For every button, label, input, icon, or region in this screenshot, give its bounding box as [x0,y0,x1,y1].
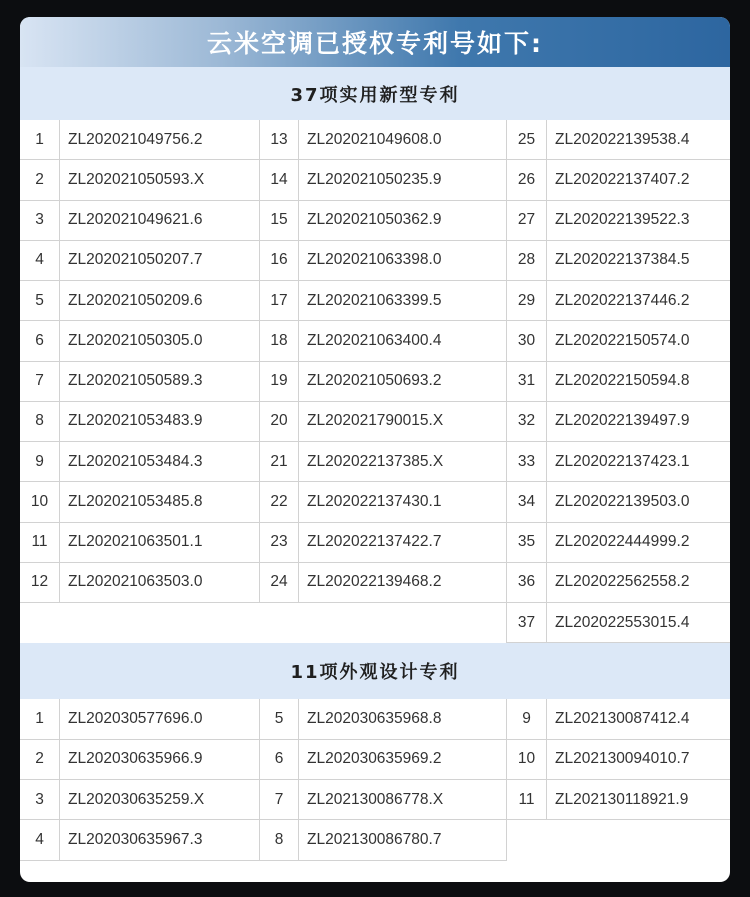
patent-index: 24 [260,563,299,603]
patent-number: ZL202130087412.4 [547,699,730,739]
patent-index: 21 [260,442,299,482]
design-heading: 11项外观设计专利 [20,643,730,699]
patent-index: 23 [260,523,299,563]
patent-number: ZL202021049621.6 [60,201,260,241]
header-banner [20,17,730,67]
patent-number: ZL202021053484.3 [60,442,260,482]
empty-cell [507,820,547,860]
patent-index: 13 [260,120,299,160]
patent-index: 27 [507,201,547,241]
patent-index: 2 [20,160,60,200]
patent-number: ZL202030577696.0 [60,699,260,739]
patent-number: ZL202021050207.7 [60,241,260,281]
patent-number: ZL202022444999.2 [547,523,730,563]
patent-index: 9 [507,699,547,739]
patent-number: ZL202021050209.6 [60,281,260,321]
patent-index: 1 [20,120,60,160]
patent-index: 6 [20,321,60,361]
patent-number: ZL202022553015.4 [547,603,730,643]
patent-index: 4 [20,820,60,860]
patent-number: ZL202021049756.2 [60,120,260,160]
patent-index: 1 [20,699,60,739]
patent-index: 3 [20,780,60,820]
patent-index: 11 [20,523,60,563]
patent-index: 10 [507,740,547,780]
patent-index: 14 [260,160,299,200]
patent-index: 7 [20,362,60,402]
patent-number: ZL202022137446.2 [547,281,730,321]
patent-number: ZL202130086780.7 [299,820,507,860]
patent-index: 15 [260,201,299,241]
patent-index: 26 [507,160,547,200]
patent-number: ZL202030635259.X [60,780,260,820]
patent-number: ZL202021053485.8 [60,482,260,522]
patent-number: ZL202130086778.X [299,780,507,820]
patent-number: ZL202022137385.X [299,442,507,482]
patent-number: ZL202022137423.1 [547,442,730,482]
patent-number: ZL202021790015.X [299,402,507,442]
patent-index: 2 [20,740,60,780]
patent-index: 29 [507,281,547,321]
patent-number: ZL202130118921.9 [547,780,730,820]
patent-number: ZL202021050235.9 [299,160,507,200]
patent-index: 8 [20,402,60,442]
patent-number: ZL202021050589.3 [60,362,260,402]
patent-number: ZL202030635967.3 [60,820,260,860]
patent-number: ZL202022137407.2 [547,160,730,200]
patent-number: ZL202021063399.5 [299,281,507,321]
patent-index: 35 [507,523,547,563]
patent-index: 32 [507,402,547,442]
patent-number: ZL202022139468.2 [299,563,507,603]
patent-number: ZL202021049608.0 [299,120,507,160]
patent-number: ZL202021063503.0 [60,563,260,603]
patent-index: 37 [507,603,547,643]
patent-index: 9 [20,442,60,482]
patent-index: 19 [260,362,299,402]
patent-number: ZL202022139503.0 [547,482,730,522]
patent-index: 5 [260,699,299,739]
patent-index: 16 [260,241,299,281]
patent-number: ZL202022139497.9 [547,402,730,442]
empty-cell [20,603,60,643]
empty-cell [260,603,299,643]
empty-cell [547,820,730,860]
patent-number: ZL202021050693.2 [299,362,507,402]
patent-number: ZL202022562558.2 [547,563,730,603]
patent-number: ZL202022137430.1 [299,482,507,522]
page-title: 云米空调已授权专利号如下: [207,29,543,58]
patent-index: 11 [507,780,547,820]
patent-number: ZL202030635969.2 [299,740,507,780]
patent-number: ZL202030635968.8 [299,699,507,739]
patent-number: ZL202130094010.7 [547,740,730,780]
patent-index: 25 [507,120,547,160]
patent-index: 12 [20,563,60,603]
patent-index: 20 [260,402,299,442]
patent-number: ZL202022150574.0 [547,321,730,361]
patent-index: 33 [507,442,547,482]
empty-cell [299,603,507,643]
patent-index: 5 [20,281,60,321]
patent-index: 3 [20,201,60,241]
patent-index: 30 [507,321,547,361]
utility-heading: 37项实用新型专利 [20,67,730,120]
patent-index: 18 [260,321,299,361]
patent-index: 36 [507,563,547,603]
patent-index: 28 [507,241,547,281]
patent-number: ZL202021053483.9 [60,402,260,442]
patent-index: 31 [507,362,547,402]
patent-index: 6 [260,740,299,780]
patent-index: 17 [260,281,299,321]
utility-patent-table [20,120,730,643]
design-patent-table [20,699,730,861]
patent-number: ZL202021063398.0 [299,241,507,281]
patent-index: 10 [20,482,60,522]
patent-number: ZL202022139522.3 [547,201,730,241]
patent-index: 7 [260,780,299,820]
empty-cell [60,603,260,643]
patent-card [20,17,730,882]
patent-number: ZL202022150594.8 [547,362,730,402]
patent-index: 22 [260,482,299,522]
patent-index: 4 [20,241,60,281]
patent-number: ZL202021050593.X [60,160,260,200]
patent-number: ZL202022137384.5 [547,241,730,281]
patent-index: 34 [507,482,547,522]
patent-number: ZL202030635966.9 [60,740,260,780]
patent-index: 8 [260,820,299,860]
patent-number: ZL202021063400.4 [299,321,507,361]
patent-number: ZL202021063501.1 [60,523,260,563]
patent-number: ZL202022137422.7 [299,523,507,563]
patent-number: ZL202021050362.9 [299,201,507,241]
patent-number: ZL202021050305.0 [60,321,260,361]
patent-number: ZL202022139538.4 [547,120,730,160]
